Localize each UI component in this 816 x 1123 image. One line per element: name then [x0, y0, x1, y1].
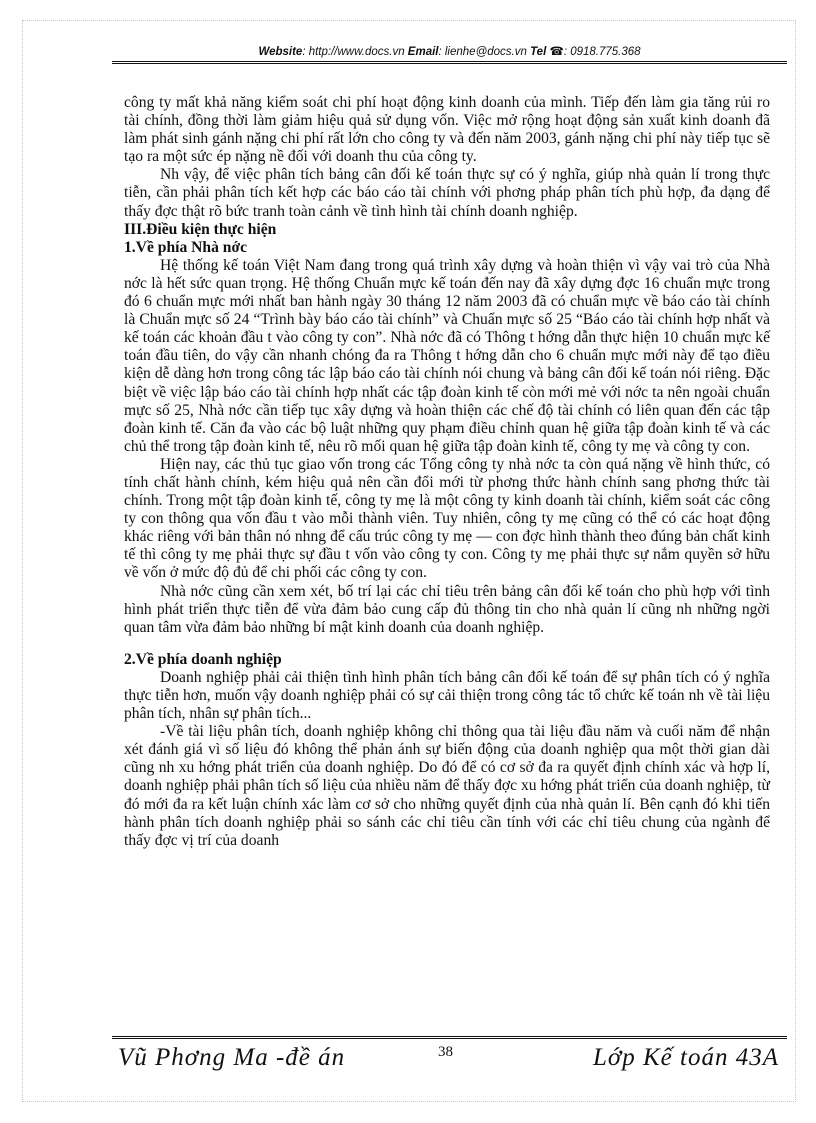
page-content: [124, 94, 770, 850]
page-number: 38: [438, 1044, 453, 1060]
email-value[interactable]: : lienhe@docs.vn: [438, 46, 527, 58]
page-footer: [112, 1044, 787, 1084]
section-title: III.Điều kiện thực hiện: [124, 220, 277, 238]
footer-class: Lớp Kế toán 43A: [593, 1044, 779, 1071]
email-label: Email: [407, 46, 439, 58]
paragraph-2: Nh vậy, để việc phân tích bảng cân đối kế toán thực sự có ý nghĩa, giúp nhà quản lí trong thực tiễn, cần phải phân tích kết hợp các báo cáo tài chính với phơng pháp phân tích phù hợp, đa dạng để thấy đợc thật rõ bức tranh toàn cảnh về tình hình tài chính doanh nghiệp.: [124, 166, 770, 220]
paragraph-3: Hệ thống kế toán Việt Nam đang trong quá trình xây dựng và hoàn thiện vì vậy vai trò của Nhà nớc là hết sức quan trọng. Hệ thống Chuẩn mực kế toán đến nay đã xây dựng đợc 16 chuẩn mực trong đó 6 chuẩn mực mới nhất ban hành ngày 30 tháng 12 năm 2003 đã có chuẩn mực về báo cáo tài chính là Chuẩn mực số 24 “Trình bày báo cáo tài chính” và Chuẩn mực số 25 “Báo cáo tài chính hợp nhất và kế toán các khoản đầu t vào công ty con”. Nhà nớc đã có Thông t hớng dẫn thực hiện 10 chuẩn mực kế toán đầu tiên, do vậy cần nhanh chóng đa ra Thông t hớng dẫn cho 6 chuẩn mực mới này để tạo điều kiện dễ dàng hơn trong công tác lập báo cáo tài chính nói chung và bảng cân đối kế toán nói riêng. Đặc biệt về việc lập báo cáo tài chính hợp nhất các tập đoàn kinh tế còn mới mẻ với nớc ta nên ngoài chuẩn mực số 25, Nhà nớc cần tiếp tục xây dựng và hoàn thiện các chế độ tài chính có liên quan đến các tập đoàn kinh tế. Căn đa vào các bộ luật những quy phạm điều chỉnh quan hệ giữa tập đoàn kinh tế và các chủ thể trong tập đoàn kinh tế, nêu rõ mối quan hệ giữa tập đoàn kinh tế, công ty mẹ và công ty con.: [124, 256, 770, 455]
phone-icon: ☎: [549, 46, 564, 58]
paragraph-5: Nhà nớc cũng cần xem xét, bố trí lại các chỉ tiêu trên bảng cân đối kế toán cho phù hợp với tình hình phát triển thực tiễn để vừa đảm bảo cung cấp đủ thông tin cho nhà quản lí cũng nh những ngời quan tâm vừa đảm bảo những bí mật kinh doanh của doanh nghiệp.: [124, 582, 770, 636]
paragraph-1: công ty mất khả năng kiểm soát chi phí hoạt động kinh doanh của mình. Tiếp đến làm gia tăng rủi ro tài chính, đồng thời làm giảm hiệu quả sử dụng vốn. Việc mở rộng hoạt động sản xuất kinh doanh đã làm phát sinh gánh nặng chi phí rất lớn cho công ty và đến năm 2003, gánh nặng chi phí này tiếp tục sẽ tạo ra một sức ép nặng nề đối với doanh thu của công ty.: [124, 94, 770, 166]
tel-label: Tel: [530, 46, 547, 58]
paragraph-7: -Về tài liệu phân tích, doanh nghiệp không chỉ thông qua tài liệu đầu năm và cuối năm để nhận xét đánh giá vì số liệu đó không thể phản ánh sự biến động của doanh nghiệp qua một thời gian dài cũng nh xu hớng phát triển của doanh nghiệp. Do đó để có cơ sở đa ra quyết định chính xác và hợp lí, doanh nghiệp phải phân tích số liệu của nhiều năm để thấy đợc xu hớng phát triển của doanh nghiệp, từ đó mới đa ra kết luận chính xác làm cơ sở cho những quyết định của nhà quản lí. Bên cạnh đó khi tiến hành phân tích doanh nghiệp phải so sánh các chỉ tiêu cần tính với các chỉ tiêu chung của ngành để thấy đợc vị trí của doanh: [124, 723, 770, 849]
website-label: Website: [258, 46, 303, 58]
subsection-title-1: 1.Về phía Nhà nớc: [124, 238, 248, 256]
subsection-title-2: 2.Về phía doanh nghiệp: [124, 650, 282, 668]
footer-divider: [112, 1036, 787, 1039]
paragraph-6: Doanh nghiệp phải cải thiện tình hình phân tích bảng cân đối kế toán để sự phân tích có ý nghĩa thực tiễn hơn, muốn vậy doanh nghiệp phải có sự cải thiện trong công tác tổ chức kế toán nh về tài liệu phân tích, nhân sự phân tích...: [124, 668, 770, 723]
paragraph-4: Hiện nay, các thủ tục giao vốn trong các Tổng công ty nhà nớc ta còn quá nặng về hình thức, có tính chất hành chính, kém hiệu quả nên cần đổi mới từ phơng thức hành chính sang phơng thức tài chính. Trong một tập đoàn kinh tế, công ty mẹ là một công ty kinh doanh tài chính, kiểm soát các công ty con thông qua vốn đầu t vào mỗi thành viên. Tuy nhiên, công ty mẹ cũng có thể có các hoạt động khác riêng với bản thân nó nhng để cấu trúc công ty mẹ — con đợc hình thành theo đúng bản chất kinh tế thì công ty mẹ phải thực sự đầu t vốn vào công ty con. Công ty mẹ phải thực sự nắm quyền sở hữu về vốn ở mức độ đủ để chi phối các công ty con.: [124, 455, 770, 582]
footer-author: Vũ Phơng Ma -đề án: [118, 1044, 346, 1071]
tel-value: : 0918.775.368: [563, 46, 641, 58]
page-header: [112, 44, 787, 64]
website-value[interactable]: : http://www.docs.vn: [302, 46, 405, 58]
